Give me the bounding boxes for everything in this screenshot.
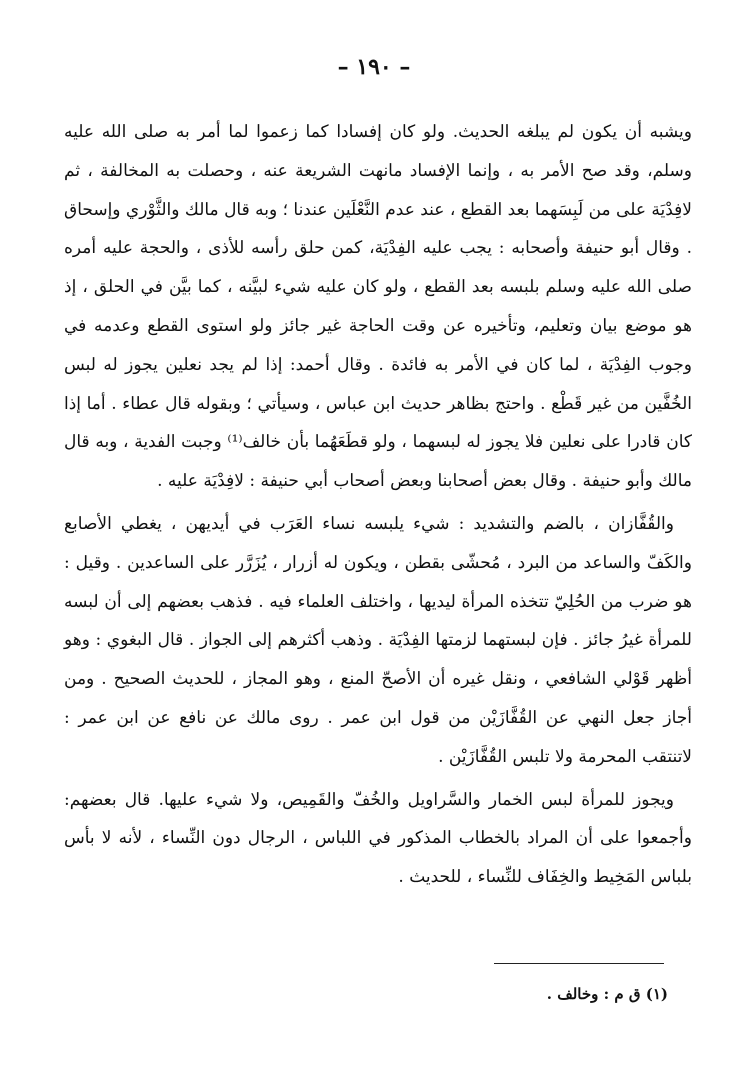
paragraph: ويشبه أن يكون لم يبلغه الحديث. ولو كان إفسادا كما زعموا لما أمر به صلى الله عليه وسلم، وقد صح الأمر به ، وإنما الإفساد مانهت الشريعة عنه ، وحصلت به المخالفة ، ثم لافِدْيَة على من لَبِسَهما بعد القطع ، عند عدم النَّعْلَين عندنا ؛ وبه قال مالك والثَّوْري وإسحاق . وقال أبو حنيفة وأصحابه : يجب عليه الفِدْيَة، كمن حلق رأسه للأذى ، والحجة عليه أمره صلى الله عليه وسلم بلبسه بعد القطع ، ولو كان عليه شيء لبيَّنه ، كما بيَّن في الحلق ، إذ هو موضع بيان وتعليم، وتأخيره عن وقت الحاجة غير جائز ولو استوى القطع وعدمه في وجوب الفِدْيَة ، لما كان في الأمر به فائدة . وقال أحمد: إذا لم يجد نعلين يجوز له لبس الخُفَّين من غير قَطْع . واحتج بظاهر حديث ابن عباس ، وسيأتي ؛ وبقوله قال عطاء . أما إذا كان قادرا على نعلين فلا يجوز له لبسهما ، ولو قطَعَهُما بأن خالف⁽¹⁾ وجبت الفدية ، وبه قال مالك وأبو حنيفة . وقال بعض أصحابنا وبعض أصحاب أبي حنيفة : لافِدْيَة عليه . (64, 122, 692, 492)
footnote-separator (494, 963, 664, 964)
main-text (64, 113, 692, 897)
page-number: – ١٩٠ – (337, 54, 411, 80)
footnote: (١) ق م : وخالف . (546, 985, 668, 1003)
paragraph: والقُفَّازان ، بالضم والتشديد : شيء يلبسه نساء العَرَب في أيديهن ، يغطي الأصابع والكَفّ والساعد من البرد ، مُحشّى بقطن ، ويكون له أزرار ، يُزَرَّر على الساعدين . وقيل : هو ضرب من الحُلِيّ تتخذه المرأة ليديها ، واختلف العلماء فيه . فذهب بعضهم إلى أن لبسه للمرأة غيرُ جائز . فإن لبستهما لزمتها الفِدْيَة . وذهب أكثرهم إلى الجواز . قال البغوي : وهو أظهر قَوْلي الشافعي ، ونقل غيره أن الأصحّ المنع ، وهو المجاز ، للحديث الصحيح . ومن أجاز جعل النهي عن القُفَّازَيْن من قول ابن عمر . روى مالك عن نافع عن ابن عمر : لاتنتقب المحرمة ولا تلبس القُفَّازَيْن . (64, 513, 692, 767)
paragraph: ويجوز للمرأة لبس الخمار والسَّراويل والخُفّ والقَمِيص، ولا شيء عليها. قال بعضهم: وأجمعوا على أن المراد بالخطاب المذكور في اللباس ، الرجال دون النِّساء ، لأنه لا بأس بلباس المَخِيط والخِفَاف للنِّساء ، للحديث . (64, 789, 692, 888)
